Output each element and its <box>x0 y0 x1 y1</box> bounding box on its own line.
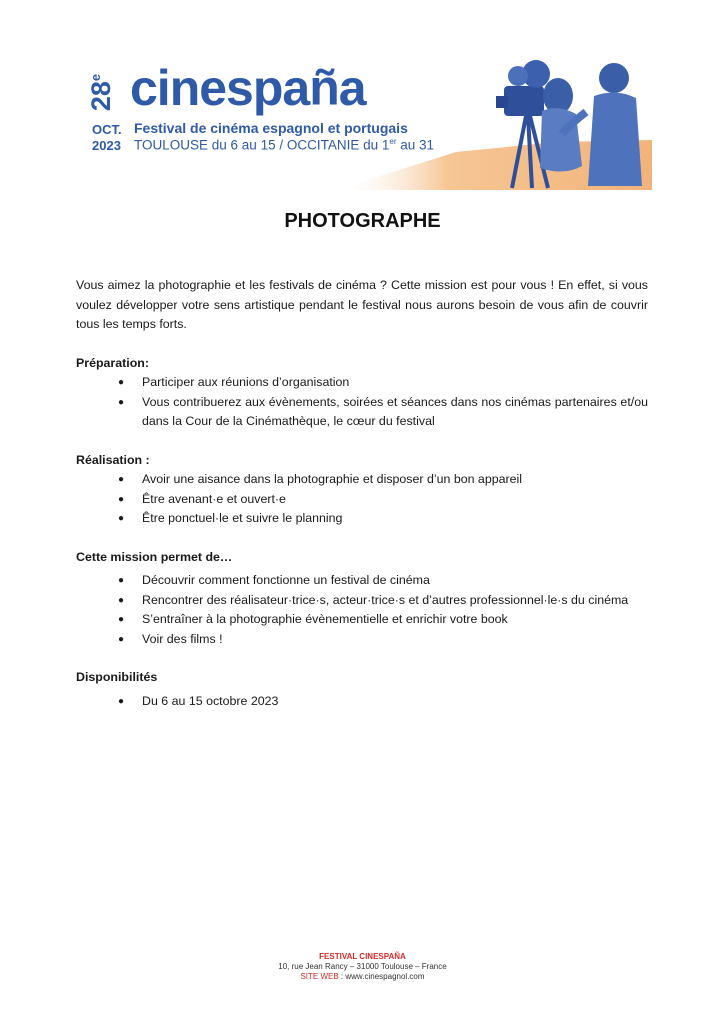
festival-subtitle: Festival de cinéma espagnol et portugais <box>134 120 408 136</box>
disponibilites-list <box>76 692 648 712</box>
edition-suffix: e <box>88 73 104 82</box>
mission-list <box>76 571 648 649</box>
festival-banner <box>86 56 652 190</box>
list-item: ● Rencontrer des réalisateur·trice·s, acteur·trice·s et d’autres professionnel·le·s du cinéma <box>76 591 648 611</box>
realisation-list <box>76 470 648 529</box>
section-heading-preparation: Préparation: <box>76 355 149 370</box>
list-item: ● Vous contribuerez aux évènements, soirées et séances dans nos cinémas partenaires et/ou dans la Cour de la Cinémathèque, le cœur du festival <box>76 393 648 432</box>
brand-logo-text: cinespaña <box>130 60 366 116</box>
intro-paragraph: Vous aimez la photographie et les festivals de cinéma ? Cette mission est pour vous ! En effet, si vous voulez développer votre sens artistique pendant le festival nous aurons besoin de vous afin de couvrir tous les temps forts. <box>76 278 648 331</box>
edition-badge <box>86 64 124 118</box>
list-item: ● Participer aux réunions d’organisation <box>76 373 648 393</box>
footer-address: 10, rue Jean Rancy – 31000 Toulouse – France <box>278 962 447 971</box>
footer-org: FESTIVAL CINESPAÑA <box>319 952 406 961</box>
section-heading-disponibilites: Disponibilités <box>76 670 158 684</box>
film-crew-photo-icon <box>336 56 652 190</box>
page-footer <box>0 952 725 982</box>
festival-dates: TOULOUSE du 6 au 15 / OCCITANIE du 1er au 31 <box>134 137 435 153</box>
page-title: PHOTOGRAPHE <box>284 210 441 232</box>
list-item: ● S’entraîner à la photographie évènementielle et enrichir votre book <box>76 610 648 630</box>
document-body <box>76 276 648 711</box>
preparation-list <box>76 373 648 432</box>
list-item: ● Être avenant·e et ouvert·e <box>76 490 648 510</box>
edition-month: OCT. <box>92 122 122 137</box>
list-item: ● Voir des films ! <box>76 630 648 650</box>
list-item: ● Être ponctuel·le et suivre le planning <box>76 509 648 529</box>
list-item: ● Du 6 au 15 octobre 2023 <box>76 692 648 712</box>
list-item: ● Découvrir comment fonctionne un festival de cinéma <box>76 571 648 591</box>
section-heading-mission: Cette mission permet de… <box>76 549 233 564</box>
footer-web-label: SITE WEB <box>300 972 339 981</box>
list-item: ● Avoir une aisance dans la photographie et disposer d’un bon appareil <box>76 470 648 490</box>
edition-number: 28 <box>86 81 117 112</box>
footer-website: SITE WEB : www.cinespagnol.com <box>300 972 425 981</box>
footer-web-url[interactable]: www.cinespagnol.com <box>345 972 425 981</box>
section-heading-realisation: Réalisation : <box>76 452 150 467</box>
edition-year: 2023 <box>92 138 121 153</box>
